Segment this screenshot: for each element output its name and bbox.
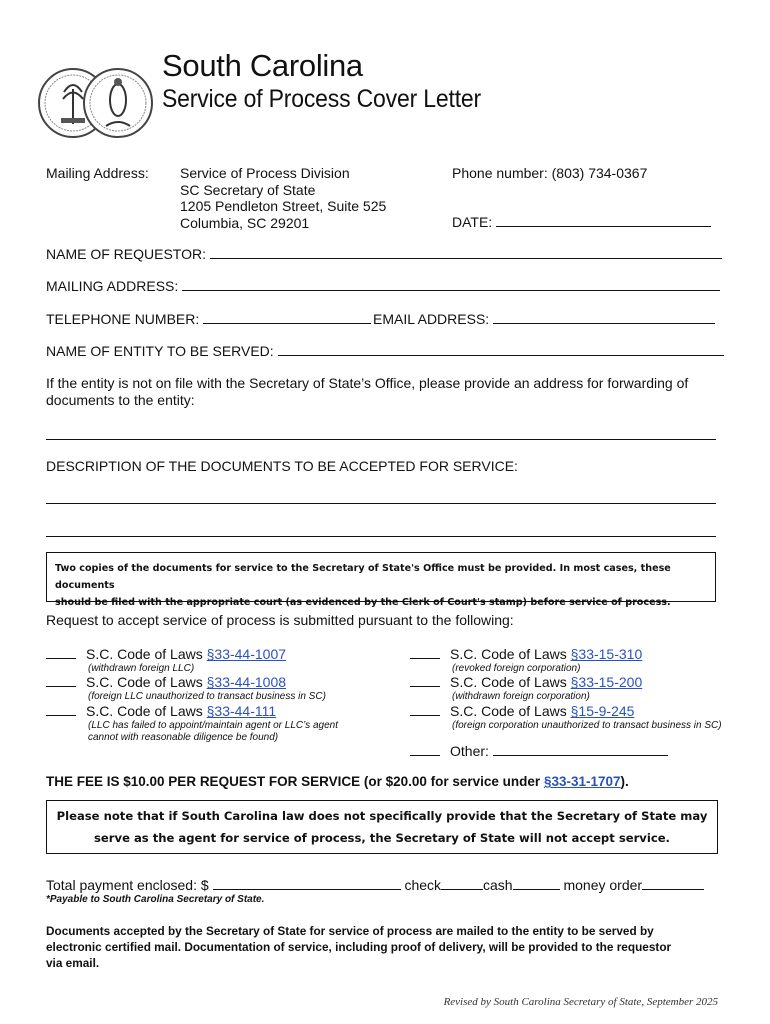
option-note: (revoked foreign corporation) <box>452 663 581 674</box>
option-row[interactable] <box>410 702 722 732</box>
check-label: check <box>404 877 442 893</box>
telephone-field[interactable] <box>46 311 371 327</box>
payable-note: *Payable to South Carolina Secretary of State. <box>46 894 265 905</box>
mailing-address-field[interactable] <box>46 278 720 294</box>
option-row[interactable] <box>410 645 642 675</box>
option-checkbox-line[interactable] <box>410 645 440 659</box>
code-link[interactable]: §33-15-310 <box>570 646 643 662</box>
cash-label: cash <box>483 877 513 893</box>
option-row[interactable] <box>46 673 326 703</box>
code-link[interactable]: §33-44-111 <box>206 703 277 719</box>
option-checkbox-line[interactable] <box>46 645 76 659</box>
forwarding-note-line: If the entity is not on file with the Secretary of State’s Office, please provide an address for forwarding of <box>46 375 689 391</box>
payment-row[interactable] <box>46 877 704 893</box>
request-intro: Request to accept service of process is submitted pursuant to the following: <box>46 612 514 628</box>
description-line-1[interactable] <box>46 503 716 504</box>
option-prefix: S.C. Code of Laws <box>86 646 203 662</box>
total-payment-input-line[interactable] <box>213 877 401 890</box>
mailing-address-label: MAILING ADDRESS: <box>46 278 179 294</box>
option-row[interactable] <box>410 673 642 703</box>
code-link[interactable]: §33-44-1008 <box>206 674 287 690</box>
requestor-field[interactable] <box>46 246 722 262</box>
option-checkbox-line[interactable] <box>410 742 440 756</box>
delivery-note-line: Documents accepted by the Secretary of State for service of process are mailed to the entity to be served by <box>46 924 654 938</box>
entity-input-line[interactable] <box>278 343 724 356</box>
fee-code-link[interactable]: §33-31-1707 <box>543 774 621 789</box>
fee-end: ). <box>620 774 629 789</box>
option-row[interactable] <box>46 645 286 675</box>
delivery-note-line: electronic certified mail. Documentation of service, including proof of delivery, will be provided to the requestor <box>46 940 672 954</box>
email-label: EMAIL ADDRESS: <box>373 311 490 327</box>
option-checkbox-line[interactable] <box>46 702 76 716</box>
phone-number: Phone number: (803) 734-0367 <box>452 165 648 181</box>
copies-notice-box <box>46 552 716 608</box>
email-field[interactable] <box>373 311 715 327</box>
option-prefix: S.C. Code of Laws <box>86 674 203 690</box>
option-prefix: S.C. Code of Laws <box>450 703 567 719</box>
agent-notice-box <box>46 800 718 854</box>
copies-notice-line: Two copies of the documents for service to the Secretary of State's Office must be provided. In most cases, these documents <box>55 563 671 591</box>
mailing-line: Service of Process Division <box>180 165 350 181</box>
description-label: DESCRIPTION OF THE DOCUMENTS TO BE ACCEPTED FOR SERVICE: <box>46 458 518 474</box>
delivery-note <box>46 923 671 971</box>
fee-text: THE FEE IS $10.00 PER REQUEST FOR SERVICE (or $20.00 for service under <box>46 774 544 789</box>
option-note: (foreign LLC unauthorized to transact business in SC) <box>88 691 326 702</box>
email-input-line[interactable] <box>493 311 715 324</box>
mailing-address-input-line[interactable] <box>182 278 720 291</box>
date-input-line[interactable] <box>496 214 711 227</box>
revision-footer: Revised by South Carolina Secretary of State, September 2025 <box>443 996 718 1008</box>
date-field[interactable] <box>452 214 711 230</box>
check-input-line[interactable] <box>441 877 483 890</box>
option-prefix: S.C. Code of Laws <box>450 674 567 690</box>
option-prefix: S.C. Code of Laws <box>450 646 567 662</box>
description-line-2[interactable] <box>46 536 716 537</box>
option-prefix: S.C. Code of Laws <box>86 703 203 719</box>
entity-label: NAME OF ENTITY TO BE SERVED: <box>46 343 274 359</box>
code-link[interactable]: §15-9-245 <box>570 703 635 719</box>
delivery-note-line: via email. <box>46 956 100 970</box>
date-label: DATE: <box>452 214 493 230</box>
telephone-input-line[interactable] <box>203 311 371 324</box>
forwarding-note <box>46 375 688 409</box>
mailing-label: Mailing Address: <box>46 165 149 181</box>
option-note: (withdrawn foreign LLC) <box>88 663 195 674</box>
cash-input-line[interactable] <box>513 877 560 890</box>
option-checkbox-line[interactable] <box>46 673 76 687</box>
option-checkbox-line[interactable] <box>410 702 440 716</box>
copies-notice-line: should be filed with the appropriate court (as evidenced by the Clerk of Court's stamp) before service of process. <box>55 597 671 608</box>
option-row[interactable] <box>46 702 338 744</box>
telephone-label: TELEPHONE NUMBER: <box>46 311 200 327</box>
option-note: (LLC has failed to appoint/maintain agent or LLC’s agent <box>88 720 338 731</box>
money-order-input-line[interactable] <box>642 877 704 890</box>
entity-field[interactable] <box>46 343 724 359</box>
other-input-line[interactable] <box>493 743 668 756</box>
requestor-label: NAME OF REQUESTOR: <box>46 246 206 262</box>
code-link[interactable]: §33-15-200 <box>570 674 643 690</box>
requestor-input-line[interactable] <box>210 246 722 259</box>
mailing-line: 1205 Pendleton Street, Suite 525 <box>180 198 387 214</box>
agent-notice-line: Please note that if South Carolina law does not specifically provide that the Secretary of State may <box>56 809 708 823</box>
code-link[interactable]: §33-44-1007 <box>206 646 287 662</box>
option-note: cannot with reasonable diligence be found) <box>88 732 279 743</box>
other-option-row[interactable] <box>410 742 668 759</box>
other-label: Other: <box>450 743 489 759</box>
agent-notice-line: serve as the agent for service of process, the Secretary of State will not accept service. <box>94 831 670 845</box>
forwarding-note-line: documents to the entity: <box>46 392 195 408</box>
forwarding-address-line[interactable] <box>46 439 716 440</box>
total-payment-label: Total payment enclosed: $ <box>46 877 209 893</box>
option-note: (withdrawn foreign corporation) <box>452 691 590 702</box>
mailing-address-block <box>180 165 386 231</box>
option-note: (foreign corporation unauthorized to transact business in SC) <box>452 720 722 731</box>
fee-statement <box>46 774 629 789</box>
mailing-line: Columbia, SC 29201 <box>180 214 310 231</box>
mailing-line: SC Secretary of State <box>180 181 316 198</box>
page-title: South Carolina <box>162 48 363 83</box>
state-seal-icon <box>36 44 154 162</box>
money-order-label: money order <box>563 877 643 893</box>
page-subtitle: Service of Process Cover Letter <box>162 85 481 113</box>
option-checkbox-line[interactable] <box>410 673 440 687</box>
